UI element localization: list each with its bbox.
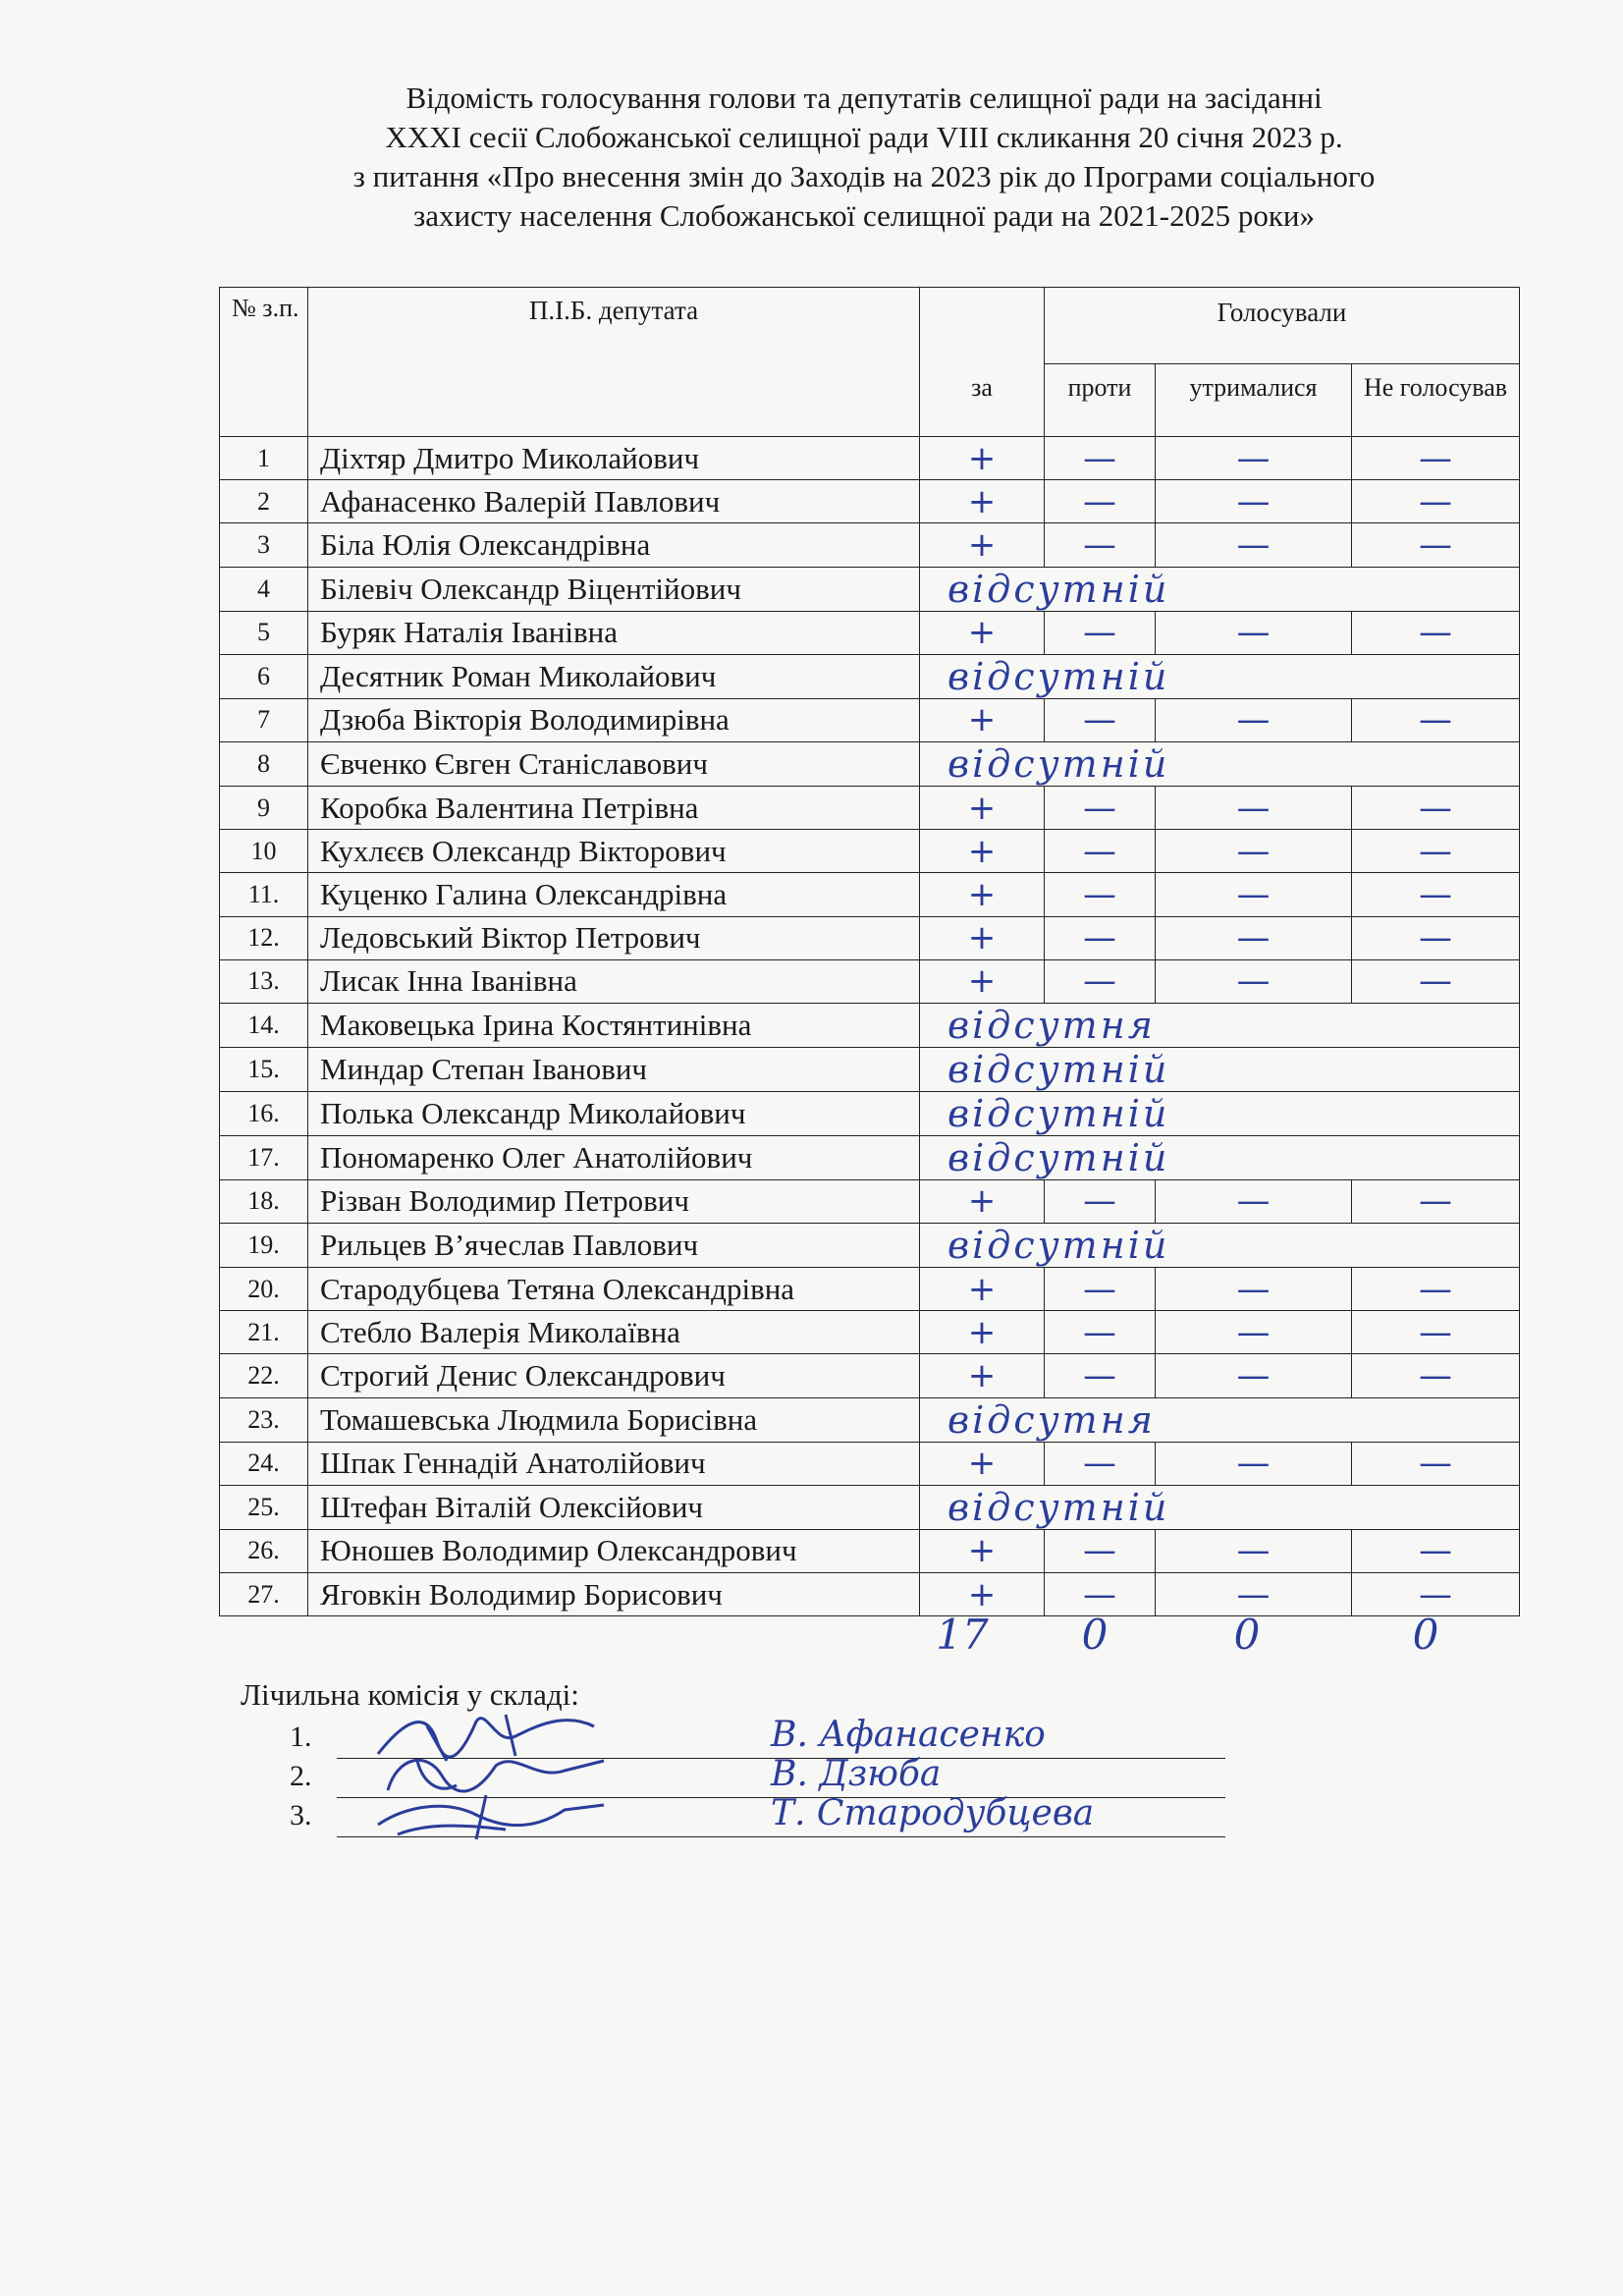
vote-against: —: [1045, 1179, 1156, 1223]
row-number: 17.: [220, 1135, 308, 1179]
vote-for: +: [920, 1573, 1045, 1616]
vote-abstain: —: [1156, 786, 1352, 829]
table-row: [220, 1529, 1520, 1572]
table-row: [220, 959, 1520, 1003]
vote-against: —: [1045, 480, 1156, 523]
deputy-name: Строгий Денис Олександрович: [308, 1354, 920, 1397]
vote-for: +: [920, 480, 1045, 523]
vote-not-voted: —: [1352, 916, 1520, 959]
commission-name: В. Дзюба: [771, 1754, 942, 1794]
commission-member: [290, 1793, 1213, 1840]
vote-totals: [0, 1611, 1623, 1669]
absent-note: відсутній: [920, 654, 1520, 698]
table-row: [220, 611, 1520, 654]
vote-not-voted: —: [1352, 1573, 1520, 1616]
vote-not-voted: —: [1352, 1529, 1520, 1572]
row-number: 11.: [220, 873, 308, 916]
vote-against: —: [1045, 1573, 1156, 1616]
vote-not-voted: —: [1352, 1268, 1520, 1311]
absent-note: відсутній: [920, 567, 1520, 611]
table-row: [220, 786, 1520, 829]
deputy-name: Різван Володимир Петрович: [308, 1179, 920, 1223]
deputy-name: Лисак Інна Іванівна: [308, 959, 920, 1003]
absent-note: відсутній: [920, 741, 1520, 786]
row-number: 22.: [220, 1354, 308, 1397]
vote-abstain: —: [1156, 873, 1352, 916]
vote-abstain: —: [1156, 1529, 1352, 1572]
header-spacer: [920, 288, 1045, 364]
header-voted: Голосували: [1045, 288, 1520, 364]
vote-abstain: —: [1156, 698, 1352, 741]
row-number: 13.: [220, 959, 308, 1003]
deputy-name: Томашевська Людмила Борисівна: [308, 1397, 920, 1442]
row-number: 26.: [220, 1529, 308, 1572]
row-number: 9: [220, 786, 308, 829]
vote-not-voted: —: [1352, 611, 1520, 654]
vote-abstain: —: [1156, 830, 1352, 873]
total-for: 17: [936, 1611, 989, 1659]
deputy-name: Коробка Валентина Петрівна: [308, 786, 920, 829]
vote-not-voted: —: [1352, 830, 1520, 873]
deputy-name: Пономаренко Олег Анатолійович: [308, 1135, 920, 1179]
vote-abstain: —: [1156, 437, 1352, 480]
deputy-name: Юношев Володимир Олександрович: [308, 1529, 920, 1572]
total-abstain: 0: [1233, 1611, 1261, 1659]
table-row: [220, 741, 1520, 786]
deputy-name: Миндар Степан Іванович: [308, 1047, 920, 1091]
deputy-name: Кухлєєв Олександр Вікторович: [308, 830, 920, 873]
deputy-name: Стебло Валерія Миколаївна: [308, 1311, 920, 1354]
deputy-name: Афанасенко Валерій Павлович: [308, 480, 920, 523]
table-row: [220, 1003, 1520, 1047]
deputy-name: Дзюба Вікторія Володимирівна: [308, 698, 920, 741]
title-line-1: Відомість голосування голови та депутатів селищної ради на засіданні: [406, 81, 1323, 115]
absent-note: відсутня: [920, 1003, 1520, 1047]
table-row: [220, 1224, 1520, 1268]
table-row: [220, 1135, 1520, 1179]
row-number: 1: [220, 437, 308, 480]
deputy-name: Десятник Роман Миколайович: [308, 654, 920, 698]
absent-note: відсутній: [920, 1485, 1520, 1529]
deputy-name: Ледовський Віктор Петрович: [308, 916, 920, 959]
vote-against: —: [1045, 523, 1156, 567]
vote-abstain: —: [1156, 1311, 1352, 1354]
title-line-3: з питання «Про внесення змін до Заходів на 2023 рік до Програми соціального: [352, 159, 1376, 193]
vote-against: —: [1045, 916, 1156, 959]
total-not-voted: 0: [1412, 1611, 1439, 1659]
row-number: 19.: [220, 1224, 308, 1268]
deputy-name: Рильцев В’ячеслав Павлович: [308, 1224, 920, 1268]
header-name: П.І.Б. депутата: [308, 288, 920, 437]
row-number: 6: [220, 654, 308, 698]
table-row: [220, 1311, 1520, 1354]
document-title: [226, 79, 1502, 236]
vote-abstain: —: [1156, 611, 1352, 654]
vote-not-voted: —: [1352, 1179, 1520, 1223]
row-number: 5: [220, 611, 308, 654]
vote-not-voted: —: [1352, 437, 1520, 480]
vote-abstain: —: [1156, 1268, 1352, 1311]
voting-table-body: [220, 437, 1520, 1616]
vote-abstain: —: [1156, 1354, 1352, 1397]
row-number: 24.: [220, 1442, 308, 1485]
vote-not-voted: —: [1352, 480, 1520, 523]
vote-against: —: [1045, 786, 1156, 829]
title-line-4: захисту населення Слобожанської селищної ради на 2021-2025 роки»: [412, 198, 1316, 233]
vote-for: +: [920, 1442, 1045, 1485]
vote-against: —: [1045, 1354, 1156, 1397]
commission-index: 1.: [290, 1721, 312, 1753]
row-number: 25.: [220, 1485, 308, 1529]
commission-index: 2.: [290, 1760, 312, 1792]
commission-index: 3.: [290, 1799, 312, 1831]
vote-abstain: —: [1156, 523, 1352, 567]
vote-against: —: [1045, 1311, 1156, 1354]
vote-not-voted: —: [1352, 959, 1520, 1003]
vote-for: +: [920, 786, 1045, 829]
vote-for: +: [920, 698, 1045, 741]
deputy-name: Стародубцева Тетяна Олександрівна: [308, 1268, 920, 1311]
voting-table: [219, 287, 1520, 1616]
table-row: [220, 873, 1520, 916]
vote-for: +: [920, 1354, 1045, 1397]
vote-for: +: [920, 1179, 1045, 1223]
table-row: [220, 1485, 1520, 1529]
total-against: 0: [1081, 1611, 1109, 1659]
table-row: [220, 1047, 1520, 1091]
row-number: 27.: [220, 1573, 308, 1616]
header-abstain: утрималися: [1156, 364, 1352, 437]
header-number: № з.п.: [220, 288, 308, 437]
vote-for: +: [920, 437, 1045, 480]
vote-for: +: [920, 1529, 1045, 1572]
deputy-name: Куценко Галина Олександрівна: [308, 873, 920, 916]
header-not-voted: Не голосував: [1352, 364, 1520, 437]
vote-not-voted: —: [1352, 873, 1520, 916]
table-row: [220, 698, 1520, 741]
absent-note: відсутній: [920, 1224, 1520, 1268]
vote-against: —: [1045, 1529, 1156, 1572]
deputy-name: Маковецька Ірина Костянтинівна: [308, 1003, 920, 1047]
deputy-name: Білевіч Олександр Віцентійович: [308, 567, 920, 611]
absent-note: відсутній: [920, 1091, 1520, 1135]
vote-abstain: —: [1156, 916, 1352, 959]
absent-note: відсутній: [920, 1047, 1520, 1091]
vote-for: +: [920, 959, 1045, 1003]
vote-not-voted: —: [1352, 1354, 1520, 1397]
vote-for: +: [920, 1311, 1045, 1354]
row-number: 4: [220, 567, 308, 611]
vote-for: +: [920, 1268, 1045, 1311]
deputy-name: Діхтяр Дмитро Миколайович: [308, 437, 920, 480]
vote-against: —: [1045, 1268, 1156, 1311]
vote-not-voted: —: [1352, 1442, 1520, 1485]
table-row: [220, 1354, 1520, 1397]
row-number: 10: [220, 830, 308, 873]
vote-not-voted: —: [1352, 786, 1520, 829]
row-number: 8: [220, 741, 308, 786]
deputy-name: Буряк Наталія Іванівна: [308, 611, 920, 654]
header-for: за: [920, 364, 1045, 437]
table-row: [220, 567, 1520, 611]
vote-for: +: [920, 611, 1045, 654]
row-number: 15.: [220, 1047, 308, 1091]
row-number: 20.: [220, 1268, 308, 1311]
vote-for: +: [920, 916, 1045, 959]
commission-title: Лічильна комісія у складі:: [241, 1677, 579, 1712]
table-row: [220, 523, 1520, 567]
table-row: [220, 1268, 1520, 1311]
absent-note: відсутня: [920, 1397, 1520, 1442]
title-line-2: XXXI сесії Слобожанської селищної ради VIII скликання 20 січня 2023 р.: [385, 120, 1343, 154]
deputy-name: Шпак Геннадій Анатолійович: [308, 1442, 920, 1485]
vote-abstain: —: [1156, 1442, 1352, 1485]
row-number: 7: [220, 698, 308, 741]
vote-for: +: [920, 830, 1045, 873]
deputy-name: Яговкін Володимир Борисович: [308, 1573, 920, 1616]
vote-against: —: [1045, 873, 1156, 916]
vote-abstain: —: [1156, 480, 1352, 523]
commission-name: В. Афанасенко: [771, 1715, 1046, 1755]
row-number: 21.: [220, 1311, 308, 1354]
vote-abstain: —: [1156, 1573, 1352, 1616]
table-row: [220, 830, 1520, 873]
table-row: [220, 480, 1520, 523]
vote-abstain: —: [1156, 1179, 1352, 1223]
vote-abstain: —: [1156, 959, 1352, 1003]
row-number: 2: [220, 480, 308, 523]
vote-against: —: [1045, 1442, 1156, 1485]
table-row: [220, 437, 1520, 480]
row-number: 23.: [220, 1397, 308, 1442]
table-row: [220, 654, 1520, 698]
vote-against: —: [1045, 830, 1156, 873]
absent-note: відсутній: [920, 1135, 1520, 1179]
deputy-name: Біла Юлія Олександрівна: [308, 523, 920, 567]
table-row: [220, 1442, 1520, 1485]
vote-for: +: [920, 873, 1045, 916]
row-number: 12.: [220, 916, 308, 959]
vote-against: —: [1045, 959, 1156, 1003]
row-number: 3: [220, 523, 308, 567]
deputy-name: Штефан Віталій Олексійович: [308, 1485, 920, 1529]
header-against: проти: [1045, 364, 1156, 437]
vote-not-voted: —: [1352, 1311, 1520, 1354]
table-row: [220, 916, 1520, 959]
vote-for: +: [920, 523, 1045, 567]
vote-against: —: [1045, 698, 1156, 741]
row-number: 14.: [220, 1003, 308, 1047]
row-number: 16.: [220, 1091, 308, 1135]
vote-against: —: [1045, 611, 1156, 654]
vote-not-voted: —: [1352, 523, 1520, 567]
vote-not-voted: —: [1352, 698, 1520, 741]
deputy-name: Євченко Євген Станіславович: [308, 741, 920, 786]
commission-name: Т. Стародубцева: [771, 1793, 1095, 1833]
table-row: [220, 1179, 1520, 1223]
table-row: [220, 1397, 1520, 1442]
row-number: 18.: [220, 1179, 308, 1223]
table-row: [220, 1091, 1520, 1135]
signature-image: [368, 1785, 623, 1844]
vote-against: —: [1045, 437, 1156, 480]
deputy-name: Полька Олександр Миколайович: [308, 1091, 920, 1135]
